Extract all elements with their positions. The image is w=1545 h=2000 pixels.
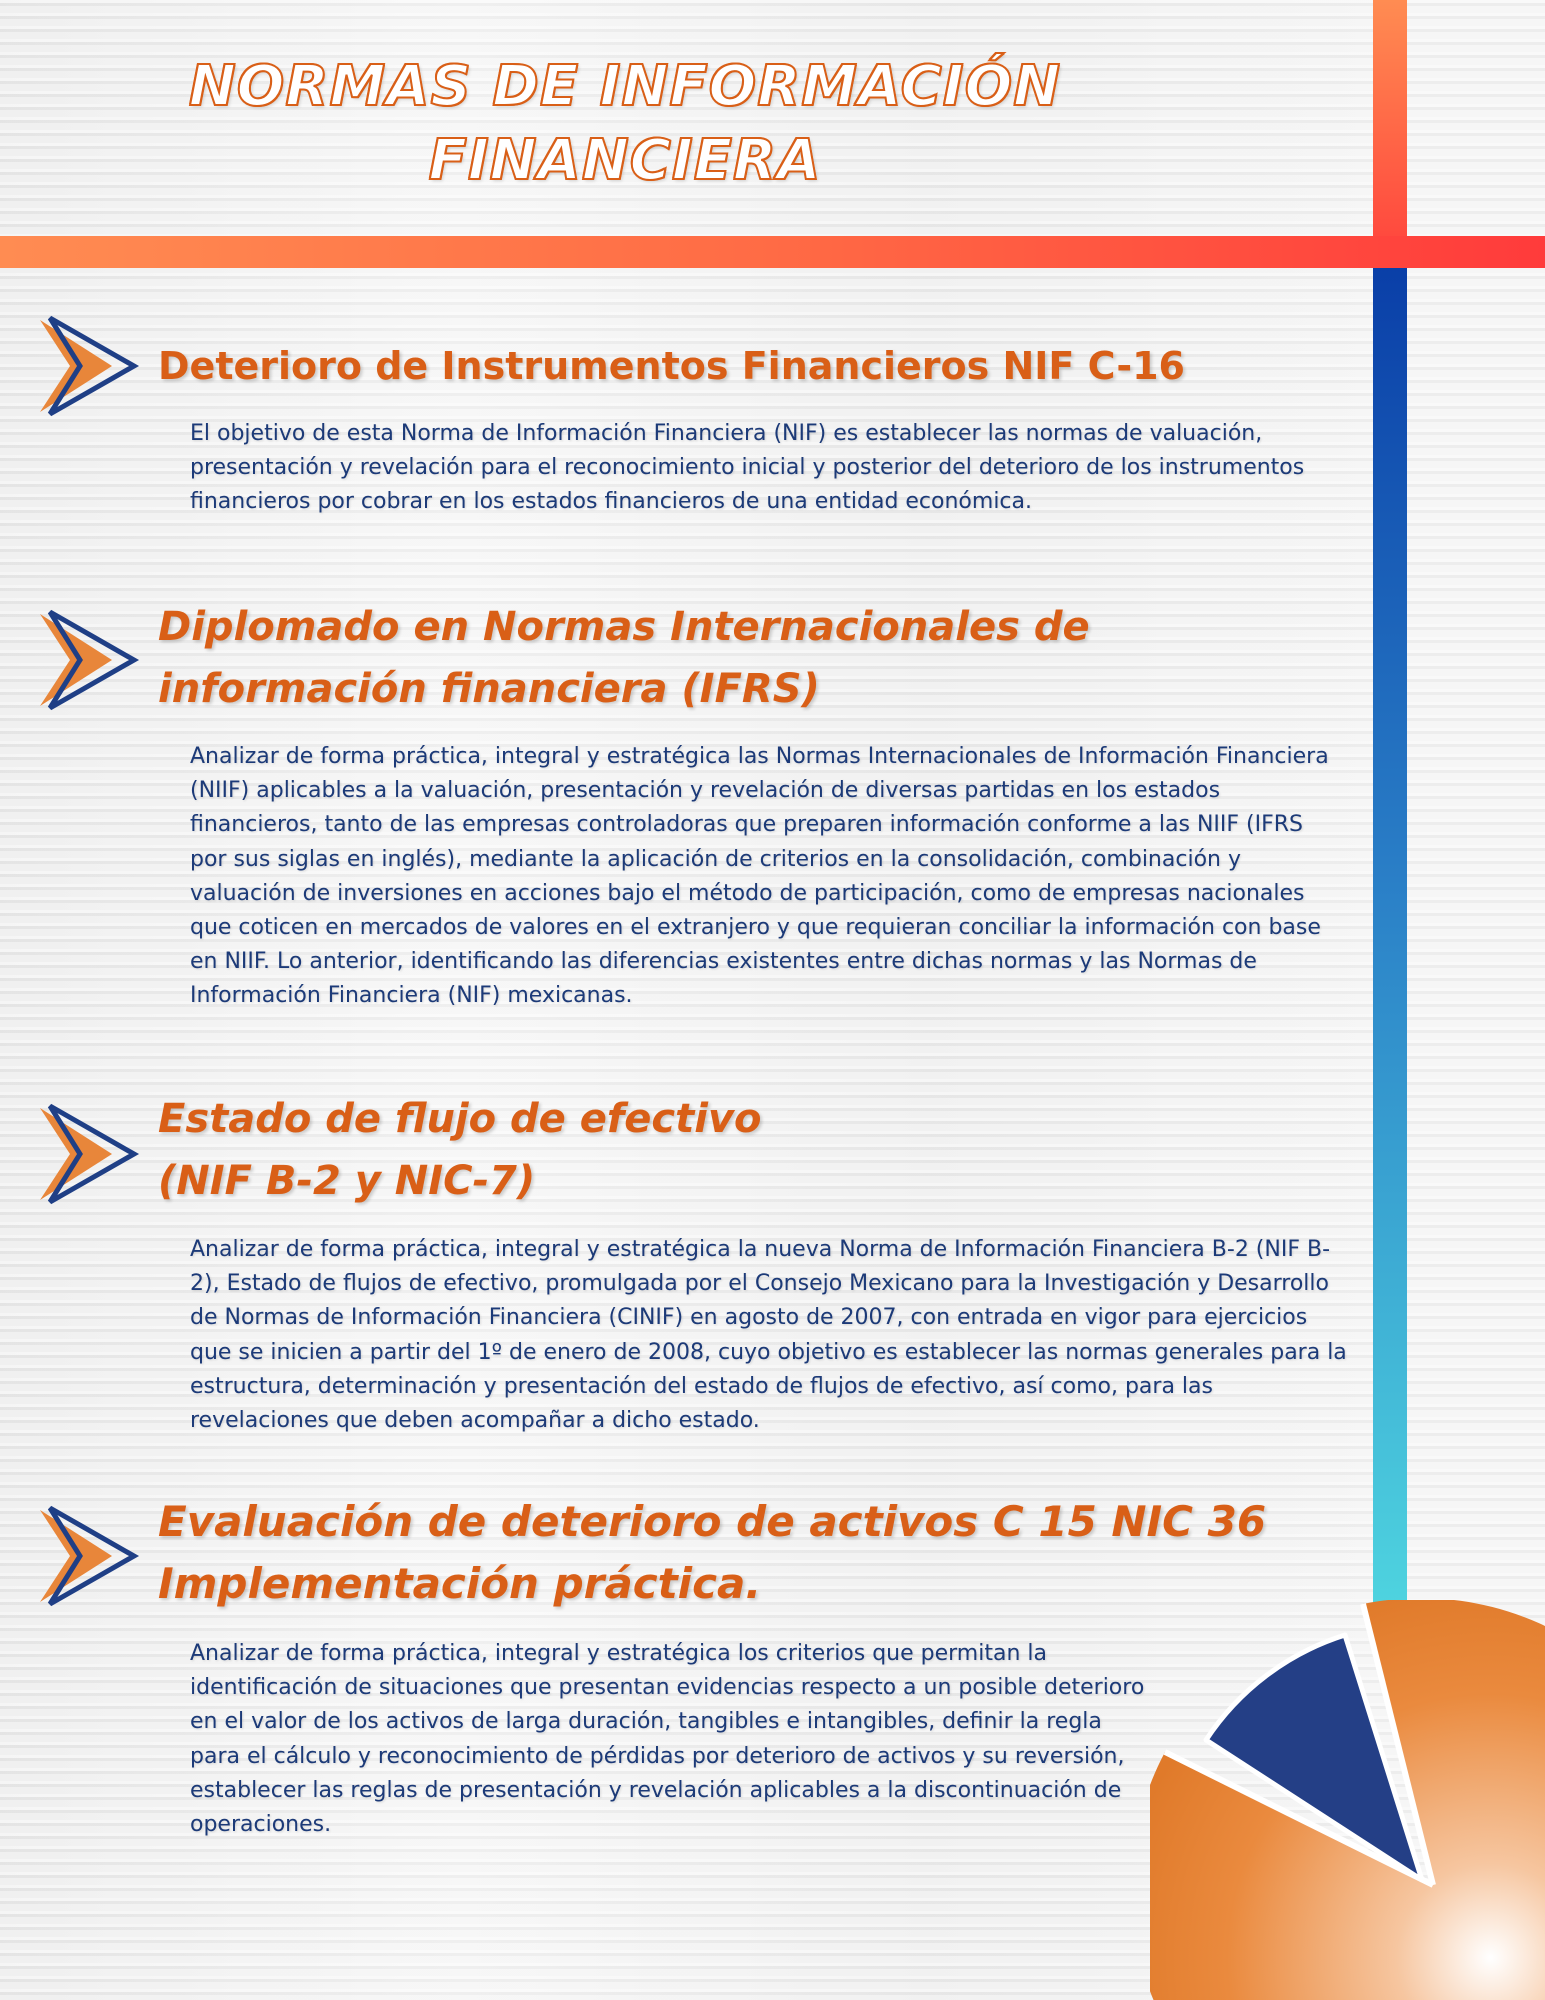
section-body: Analizar de forma práctica, integral y estratégica las Normas Internacionales de Información Financiera (NIIF) aplicables a la valuación, presentación y revelación de diversas partidas en los estados financieros, tanto de las empresas controladoras que preparen información conforme a las NIIF (IFRS por sus siglas en inglés), mediante la aplicación de criterios en la consolidación, combinación y valuación de inversiones en acciones bajo el método de participación, como de empresas nacionales que coticen en mercados de valores en el extranjero y que requieran conciliar la información con base en NIIF. Lo anterior, identificando las diferencias existentes entre dichas normas y las Normas de Información Financiera (NIF) mexicanas. (190, 744, 1329, 1009)
section-body: Analizar de forma práctica, integral y estratégica la nueva Norma de Información Financiera B-2 (NIF B-2), Estado de flujos de efectivo, promulgada por el Consejo Mexicano para la Investigación y Desarrollo de Normas de Información Financiera (CINIF) en agosto de 2007, con entrada en vigor para ejercicios que se inicien a partir del 1º de enero de 2008, cuyo objetivo es establecer las normas generales para la estructura, determinación y presentación del estado de flujos de efectivo, así como, para las revelaciones que deben acompañar a dicho estado. (190, 1237, 1347, 1434)
section-title-line-2: Implementación práctica. (158, 1559, 762, 1608)
section-title-line-1: Deterioro de Instrumentos Financieros NIF C-16 (158, 344, 1186, 388)
title-line-1: NORMAS DE INFORMACIÓN (188, 54, 1062, 119)
section-title (158, 596, 1090, 720)
section-title (158, 1088, 762, 1212)
title-line-2: FINANCIERA (428, 128, 822, 193)
section-title-line-1: Estado de flujo de efectivo (158, 1096, 762, 1142)
vertical-bar-cool (1373, 268, 1407, 1628)
horizontal-header-bar (0, 236, 1545, 268)
pie-chart-icon (1150, 1600, 1545, 2000)
section-title (158, 340, 1185, 392)
section-title-line-1: Evaluación de deterioro de activos C 15 NIC 36 (158, 1497, 1267, 1546)
section-title (158, 1491, 1266, 1615)
section-body: El objetivo de esta Norma de Información Financiera (NIF) es establecer las normas de valuación, presentación y revelación para el reconocimiento inicial y posterior del deterioro de los instrumentos financieros por cobrar en los estados financieros de una entidad económica. (190, 421, 1305, 515)
vertical-bar-warm (1373, 0, 1407, 236)
page-title (120, 50, 1130, 198)
chevron-arrow-icon (34, 1100, 144, 1210)
chevron-arrow-icon (34, 1502, 144, 1612)
chevron-arrow-icon (34, 312, 144, 422)
section-title-line-2: (NIF B-2 y NIC-7) (158, 1158, 536, 1204)
section-title-line-2: información financiera (IFRS) (158, 666, 820, 712)
chevron-arrow-icon (34, 606, 144, 716)
section-title-line-1: Diplomado en Normas Internacionales de (158, 604, 1090, 650)
section-body: Analizar de forma práctica, integral y estratégica los criterios que permitan la identificación de situaciones que presentan evidencias respecto a un posible deterioro en el valor de los activos de larga duración, tangibles e intangibles, definir la regla para el cálculo y reconocimiento de pérdidas por deterioro de activos y su reversión, establecer las reglas de presentación y revelación aplicables a la discontinuación de operaciones. (190, 1641, 1145, 1838)
